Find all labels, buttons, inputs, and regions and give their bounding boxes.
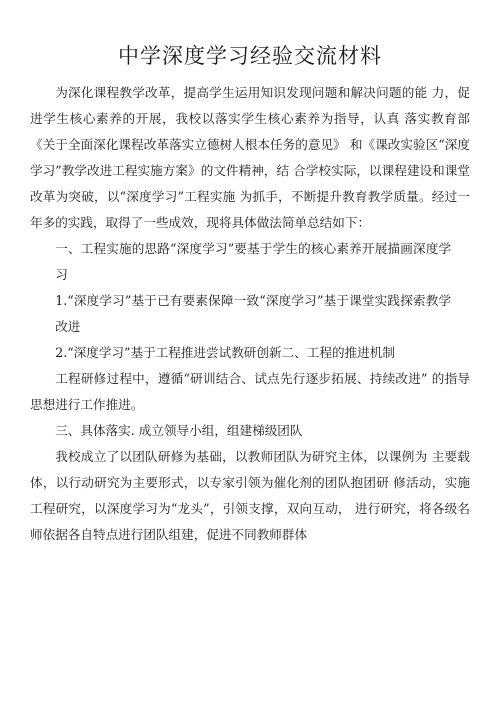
item-2-paragraph: 2.“深度学习”基于工程推进尝试教研创新二、工程的推进机制	[55, 345, 395, 360]
team-paragraph: 我校成立了以团队研修为基础，以教师团队为研究主体，以课例为 主要载体，以行动研究为主要形式，以专家引领为催化剂的团队抱团研 修活动，实施工程研究，以深度学习为“龙头”，引领支撑，双向互动， 进行研究，将各级名师依据各自特点进行团队组建，促进不同教师群体	[30, 449, 470, 542]
section-1-heading: 一、工程实施的思路“深度学习”要基于学生的核心素养开展描画深度学习	[55, 241, 452, 282]
section-3-heading: 三、具体落实. 成立领导小组，组建梯级团队	[55, 423, 303, 438]
item-1-paragraph: 1.“深度学习”基于已有要素保障一致“深度学习”基于课堂实践探索教学改进	[55, 293, 452, 334]
document-title: 中学深度学习经验交流材料	[118, 44, 382, 68]
intro-paragraph: 为深化课程教学改革，提高学生运用知识发现问题和解决问题的能 力，促进学生核心素养的开展，我校以落实学生核心素养为指导，认真 落实教育部《关于全面深化课程改革落实立德树人根本任务的意见》 和《课改实验区“深度学习”教学改进工程实施方案》的文件精神，结 合学校实际，以课程建设和课堂改革为突破，以“深度学习”工程实施 为抓手，不断提升教育教学质量。经过一年多的实践，取得了一些成效，现将具体做法简单总结如下：	[30, 85, 470, 230]
mechanism-paragraph: 工程研修过程中，遵循“研训结合、试点先行逐步拓展、持续改进” 的指导思想进行工作推进。	[30, 371, 470, 412]
